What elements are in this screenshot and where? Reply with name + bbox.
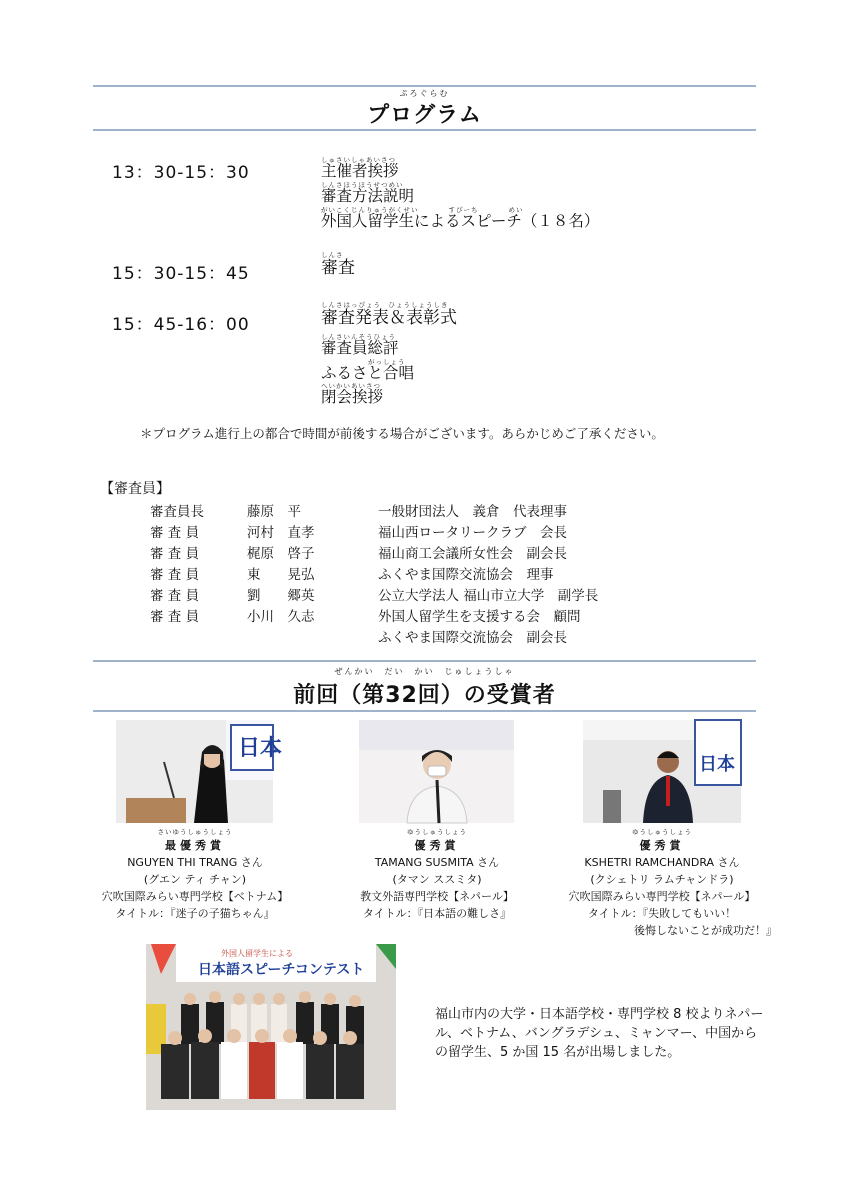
winners-heading: 前回（第32回）の受賞者 — [293, 683, 556, 708]
judge-name: 小川 久志 — [247, 609, 315, 625]
program-item-ruby: しんさ — [321, 251, 344, 259]
winner-photo — [359, 720, 514, 823]
award-label: 最優秀賞 — [165, 839, 225, 852]
program-item-ruby: へいかいあいさつ — [321, 382, 381, 390]
winner-caption — [322, 828, 552, 922]
judge-role: 審 査 員 — [150, 609, 200, 625]
winner-caption — [547, 828, 777, 939]
winner-title-continued: 後悔しないことが成功だ！』 — [634, 924, 777, 937]
judge-org: 外国人留学生を支援する会 顧問 — [378, 609, 581, 625]
judge-org: 福山商工会議所女性会 副会長 — [378, 546, 567, 562]
program-item-ruby: しんさほうほうせつめい — [321, 181, 404, 189]
program-note: ＊プログラム進行上の都合で時間が前後する場合がございます。あらかじめご了承ください。 — [140, 426, 664, 441]
program-heading-ruby: ぷろぐらむ — [399, 89, 450, 98]
program-time-2: 15：30-15：45 — [112, 264, 250, 284]
program-item: 審査員総評 — [321, 339, 399, 357]
winners-heading-ruby: ぜんかい だい かい じゅしょうしゃ — [334, 667, 515, 676]
program-item-ruby: しんさはっぴょう ひょうしょうしき — [321, 301, 449, 309]
program-item: 審査 — [321, 258, 355, 278]
judge-org: ふくやま国際交流協会 理事 — [378, 567, 554, 583]
judge-org: 公立大学法人 福山市立大学 副学長 — [378, 588, 599, 604]
judge-role: 審 査 員 — [150, 546, 200, 562]
winner-photo — [583, 720, 741, 823]
winner-name: TAMANG SUSMITA さん — [374, 856, 500, 869]
winner-name: NGUYEN THI TRANG さん — [127, 856, 263, 869]
program-item-ruby: しんさいんそうひょう — [321, 333, 396, 341]
winner-title: タイトル：『迷子の子猫ちゃん』 — [115, 907, 275, 920]
winner-photo — [116, 720, 283, 823]
winner-kana: (クシェトリ ラムチャンドラ) — [590, 873, 734, 886]
program-item: 審査発表＆表彰式 — [321, 308, 457, 328]
judge-role: 審 査 員 — [150, 567, 200, 583]
program-heading: プログラム — [367, 103, 482, 128]
award-ruby: ゆうしゅうしょう — [632, 828, 692, 836]
judge-name: 劉 郷英 — [247, 588, 315, 604]
judges-heading: 【審査員】 — [100, 481, 170, 497]
judge-role: 審 査 員 — [150, 525, 200, 541]
svg-text:日本: 日本 — [238, 736, 283, 761]
winner-school: 穴吹国際みらい専門学校【ベトナム】 — [101, 890, 289, 903]
judge-name: 藤原 平 — [247, 504, 301, 520]
winners-top-rule — [93, 660, 756, 662]
judge-name: 河村 直孝 — [247, 525, 315, 541]
program-item-ruby: がっしょう — [368, 358, 406, 366]
judge-name: 梶原 啓子 — [247, 546, 315, 562]
program-top-rule — [93, 85, 756, 87]
award-ruby: ゆうしゅうしょう — [407, 828, 467, 836]
winner-school: 教文外語専門学校【ネパール】 — [360, 890, 514, 903]
program-time-1: 13：30-15：30 — [112, 163, 250, 183]
program-item: ふるさと合唱 — [321, 364, 415, 382]
program-item: 閉会挨拶 — [321, 388, 384, 406]
award-label: 優秀賞 — [639, 839, 685, 852]
winner-name: KSHETRI RAMCHANDRA さん — [584, 856, 740, 869]
program-item-ruby: がいこくじんりゅうがくせい すぴーち めい — [321, 206, 524, 214]
winner-title: タイトル：『日本語の難しさ』 — [362, 907, 512, 920]
winners-bottom-rule — [93, 710, 756, 712]
judge-org: 一般財団法人 義倉 代表理事 — [378, 504, 567, 520]
banner-small-text: 外国人留学生による — [221, 949, 293, 958]
judge-org: 福山西ロータリークラブ 会長 — [378, 525, 567, 541]
winner-title: タイトル：『失敗してもいい！ — [587, 907, 737, 920]
winner-school: 穴吹国際みらい専門学校【ネパール】 — [568, 890, 756, 903]
judge-role: 審査員長 — [150, 504, 204, 520]
award-label: 優秀賞 — [414, 839, 460, 852]
winner-kana: (グエン ティ チャン) — [143, 873, 247, 886]
judge-role: 審 査 員 — [150, 588, 200, 604]
program-item: 審査方法説明 — [321, 187, 415, 205]
winner-caption — [80, 828, 310, 922]
svg-text:日本: 日本 — [699, 754, 735, 775]
judge-org: ふくやま国際交流協会 副会長 — [378, 630, 567, 646]
award-ruby: さいゆうしゅうしょう — [157, 828, 233, 836]
summary-text: 福山市内の大学・日本語学校・専門学校 8 校よりネパール、ベトナム、バングラデシュ、ミャンマー、中国からの留学生、5 か国 15 名が出場しました。 — [435, 1007, 764, 1060]
program-bottom-rule — [93, 129, 756, 131]
program-item: 外国人留学生によるスピーチ（１８名） — [321, 212, 600, 230]
winner-kana: (タマン ススミタ) — [392, 873, 482, 886]
program-item-ruby: しゅさいしゃあいさつ — [321, 156, 396, 164]
program-time-3: 15：45-16：00 — [112, 315, 250, 335]
program-item: 主催者挨拶 — [321, 162, 399, 180]
banner-big-text: 日本語スピーチコンテスト — [198, 962, 365, 978]
group-photo — [146, 944, 396, 1110]
judge-name: 東 晃弘 — [247, 567, 315, 583]
